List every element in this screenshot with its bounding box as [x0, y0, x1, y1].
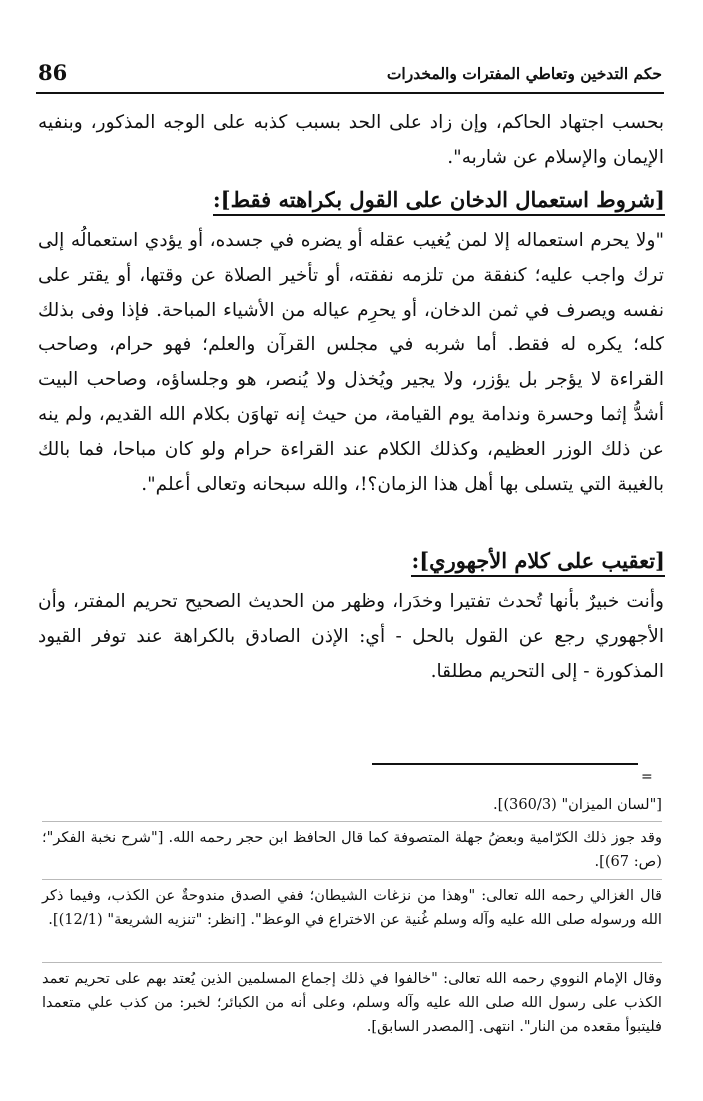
footnote-rule — [372, 763, 638, 765]
running-title: حكم التدخين وتعاطي المفترات والمخدرات — [386, 64, 662, 83]
intro-paragraph — [38, 106, 664, 176]
conditions-text: "ولا يحرم استعماله إلا لمن يُغيب عقله أو يضره في جسده، أو يؤدي استعمالُه إلى ترك واجب عليه؛ كنفقة من تلزمه نفقته، أو تأخير الصلاة عن وقتها، أو يقتر على نفسه ويصرف في ثمن الدخان، أو يحرِم عياله من الأشياء المباحة. فإذا وفى بذلك كله؛ يكره له فقط. أما شربه في مجلس القرآن والعلم؛ فهو حرام، وصاحب القراءة لا يؤجر بل يؤزر، ولا يجير ويُخذل ولا يُنصر، هو وجلساؤه، وصاحب البيت أشدُّ إثما وحسرة وندامة يوم القيامة، من حيث إنه تهاوَن بكلام الله القديم، ولم ينه عن ذلك الوزر العظيم، وكذلك الكلام عند القراءة حرام ولو كان مباحا، فما بالك بالغيبة التي يتسلى بها أهل هذا الزمان؟!، والله سبحانه وتعالى أعلم". — [38, 230, 664, 495]
conditions-paragraph — [38, 224, 664, 502]
section-heading-commentary — [411, 546, 665, 576]
footnote-continuation-mark: = — [641, 769, 653, 785]
footnote-text: وقد جوز ذلك الكرّامية وبعضُ جهلة المتصوفة كما قال الحافظ ابن حجر رحمه الله. ["شرح نخبة الفكر"؛ (ص: 67)]. — [42, 829, 662, 870]
page-header — [36, 58, 664, 94]
commentary-paragraph — [38, 585, 664, 689]
footnote — [42, 884, 662, 932]
footnote — [42, 793, 662, 817]
footnote — [42, 967, 662, 1039]
intro-text: بحسب اجتهاد الحاكم، وإن زاد على الحد بسبب كذبه على الوجه المذكور، وبنفيه الإيمان والإسلام عن شاربه". — [38, 112, 664, 168]
header-rule — [36, 92, 664, 94]
section-heading-commentary-text: [تعقيب على كلام الأجهوري]: — [411, 548, 665, 577]
commentary-text: وأنت خبيرٌ بأنها تُحدث تفتيرا وخدَرا، وظهر من الحديث الصحيح تحريم المفتر، وأن الأجهوري رجع عن القول بالحل - أي: الإذن الصادق بالكراهة عند توفر القيود المذكورة - إلى التحريم مطلقا. — [38, 591, 664, 682]
footnote — [42, 826, 662, 874]
footnote-text: وقال الإمام النووي رحمه الله تعالى: "خالفوا في ذلك إجماع المسلمين الذين يُعتد بهم على تحريم تعمد الكذب على رسول الله صلى الله عليه وآله وسلم، وعلى أنه من الكبائر؛ لخبر: من كذب علي متعمدا فليتبوأ مقعده من النار". انتهى. [المصدر السابق]. — [42, 970, 662, 1035]
section-heading-conditions — [213, 185, 665, 215]
footnote-text: قال الغزالي رحمه الله تعالى: "وهذا من نزغات الشيطان؛ ففي الصدق مندوحةٌ عن الكذب، وفيما ذكر الله ورسوله صلى الله عليه وآله وسلم غُنية عن الاختراع في الوعظ". [انظر: "تنزيه الشريعة" (12/1)]. — [42, 887, 662, 928]
section-heading-conditions-text: [شروط استعمال الدخان على القول بكراهته فقط]: — [213, 187, 665, 216]
footnote-divider — [42, 879, 662, 880]
footnote-divider — [42, 821, 662, 822]
page-number: 86 — [38, 60, 68, 85]
footnote-divider — [42, 962, 662, 963]
footnote-text: ["لسان الميزان" (360/3)]. — [493, 796, 662, 813]
